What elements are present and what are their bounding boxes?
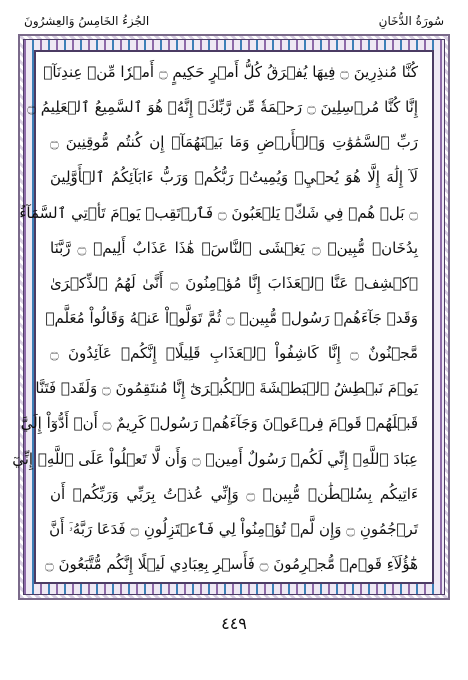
verse-line-3: رَبِّ ٱلسَّمَٰوَٰتِ وَٱلۡأَرۡضِ وَمَا بَيۡنَهُمَآۖ إِن كُنتُم مُّوقِنِينَ ۝ bbox=[50, 133, 418, 152]
verse-line-4: لَآ إِلَٰهَ إِلَّا هُوَ يُحۡيِۦ وَيُمِيتُۖ رَبُّكُمۡ وَرَبُّ ءَابَآئِكُمُ ٱلۡأَوَّلِينَ bbox=[50, 168, 418, 187]
ornamental-border-pattern bbox=[12, 39, 445, 595]
juz-name: الجُزءُ الخَامِسُ وَالعِشرُونَ bbox=[24, 14, 150, 28]
verse-line-8: وَقَدۡ جَآءَهُمۡ رَسُولٞ مُّبِينٞ ۝ ثُمَّ تَوَلَّوۡاْ عَنۡهُ وَقَالُواْ مُعَلَّمٞ bbox=[45, 308, 418, 327]
page-number: ٤٤٩ bbox=[221, 614, 247, 633]
verse-line-9: مَّجۡنُونٌ ۝ إِنَّا كَاشِفُواْ ٱلۡعَذَابِ قَلِيلًاۚ إِنَّكُمۡ عَآئِدُونَ ۝ bbox=[50, 344, 418, 363]
verse-lines bbox=[12, 62, 418, 574]
verse-line-6: بِدُخَانٖ مُّبِينٖ ۝ يَغۡشَى ٱلنَّاسَۖ هَٰذَا عَذَابٌ أَلِيمٞ ۝ رَّبَّنَا bbox=[50, 238, 418, 257]
verse-line-1: كُنَّا مُنذِرِينَ ۝ فِيهَا يُفۡرَقُ كُلُّ أَمۡرٍ حَكِيمٍ ۝ أَمۡرٗا مِّنۡ عِندِنَآۚ bbox=[43, 63, 418, 81]
verse-line-7: ٱكۡشِفۡ عَنَّا ٱلۡعَذَابَ إِنَّا مُؤۡمِنُونَ ۝ أَنَّىٰ لَهُمُ ٱلذِّكۡرَىٰ bbox=[50, 273, 418, 292]
verse-line-11: قَبۡلَهُمۡ قَوۡمَ فِرۡعَوۡنَ وَجَآءَهُمۡ رَسُولٞ كَرِيمٌ ۝ أَنۡ أَدُّوٓاْ إِلَيَّ bbox=[20, 414, 418, 433]
verse-line-2: إِنَّا كُنَّا مُرۡسِلِينَ ۝ رَحۡمَةٗ مِّن رَّبِّكَۚ إِنَّهُۥ هُوَ ٱلسَّمِيعُ ٱلۡعَلِيمُ ۝ bbox=[27, 98, 418, 117]
text-panel bbox=[12, 50, 434, 584]
verse-line-14: تَرۡجُمُونِ ۝ وَإِن لَّمۡ تُؤۡمِنُواْ لِي فَٱعۡتَزِلُونِ ۝ فَدَعَا رَبَّهُۥٓ أَنَّ bbox=[49, 519, 418, 538]
verse-line-15: هَٰٓؤُلَآءِ قَوۡمٞ مُّجۡرِمُونَ ۝ فَأَسۡرِ بِعِبَادِي لَيۡلًا إِنَّكُم مُّتَّبَعُونَ ۝ bbox=[44, 554, 418, 573]
verse-line-13: ءَاتِيكُم بِسُلۡطَٰنٖ مُّبِينٖ ۝ وَإِنِّي عُذۡتُ بِرَبِّي وَرَبِّكُمۡ أَن bbox=[50, 484, 418, 503]
verse-line-5: ۝ بَلۡ هُمۡ فِي شَكّٖ يَلۡعَبُونَ ۝ فَٱرۡتَقِبۡ يَوۡمَ تَأۡتِي ٱلسَّمَآءُ bbox=[19, 203, 418, 222]
ornamental-border bbox=[12, 34, 450, 600]
verse-line-10: يَوۡمَ نَبۡطِشُ ٱلۡبَطۡشَةَ ٱلۡكُبۡرَىٰٓ إِنَّا مُنتَقِمُونَ ۝ وَلَقَدۡ فَتَنَّا bbox=[35, 379, 418, 398]
verse-line-12: عِبَادَ ٱللَّهِۖ إِنِّي لَكُمۡ رَسُولٌ أَمِينٞ ۝ وَأَن لَّا تَعۡلُواْ عَلَى ٱللَّهِۖ إِنِّيٓ bbox=[12, 449, 418, 468]
surah-name: سُورَةُ الدُّخَانِ bbox=[378, 14, 444, 28]
page-header bbox=[24, 10, 444, 32]
